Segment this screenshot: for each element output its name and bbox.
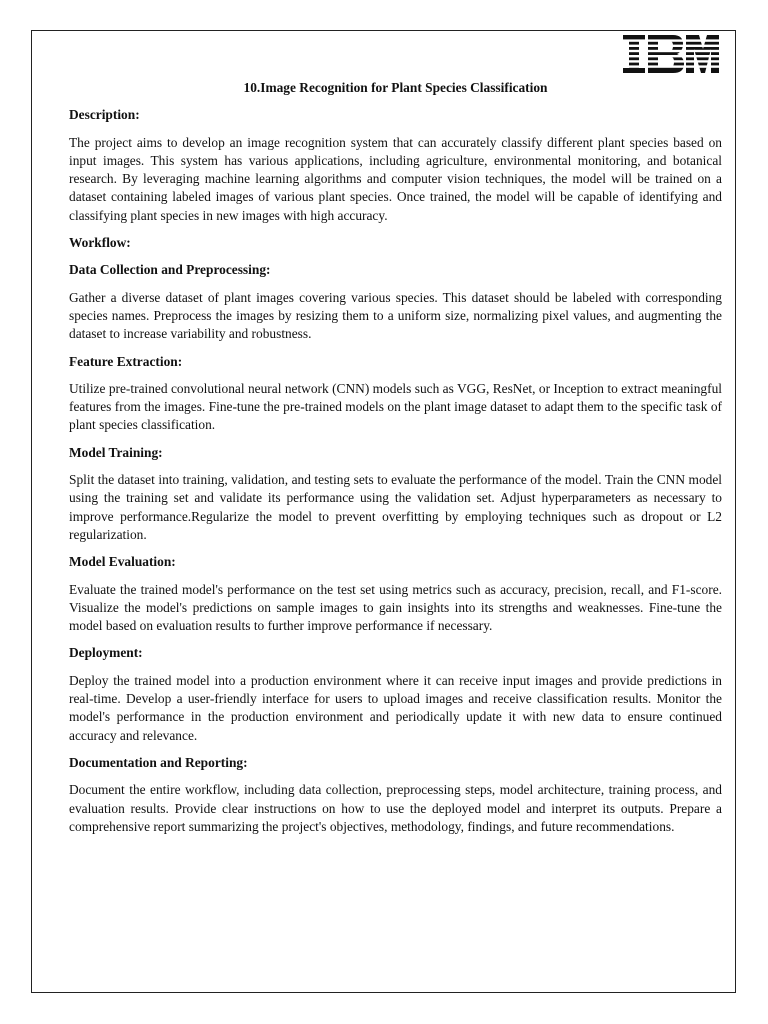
section-paragraph-model-training: Split the dataset into training, validation, and testing sets to evaluate the performance of the model. Train the CNN model using the training set and validate its performance using the validation set. Adjust hyperparameters as necessary to improve performance.Regularize the model to prevent overfitting by employing techniques such as dropout or L2 regularization. [69,472,722,542]
section-paragraph-model-evaluation: Evaluate the trained model's performance on the test set using metrics such as accuracy, precision, recall, and F1-score. Visualize the model's predictions on sample images to gain insights into its strengths and weaknesses. Fine-tune the model based on evaluation results to further improve performance if necessary. [69,581,722,634]
document-title: 10.Image Recognition for Plant Species Classification [243,80,548,95]
document-body [69,79,722,845]
ibm-logo [623,35,719,73]
section-paragraph-deployment: Deploy the trained model into a production environment where it can receive input images and provide predictions in real-time. Develop a user-friendly interface for users to upload images and receive classification results. Monitor the model's performance in the production environment and periodically update it with new data to ensure continued accuracy and relevance. [69,672,722,743]
section-heading-documentation: Documentation and Reporting: [69,754,248,770]
section-heading-deployment: Deployment: [69,645,143,661]
section-heading-data-collection: Data Collection and Preprocessing: [69,262,271,278]
workflow-heading: Workflow: [69,235,131,251]
description-paragraph: The project aims to develop an image recognition system that can accurately classify different plant species based on input images. This system has various applications, including agriculture, environmental monitoring, and botanical research. By leveraging machine learning algorithms and computer vision techniques, the model will be trained on a dataset containing labeled images of various plant species. Once trained, the model will be capable of identifying and classifying plant species in new images with high accuracy. [69,134,722,223]
section-heading-model-training: Model Training: [69,444,163,460]
section-paragraph-feature-extraction: Utilize pre-trained convolutional neural network (CNN) models such as VGG, ResNet, or Inception to extract meaningful features from the images. Fine-tune the pre-trained models on the plant image dataset to adapt them to the specific task of plant species classification. [69,380,722,433]
section-heading-feature-extraction: Feature Extraction: [69,353,183,369]
section-paragraph-data-collection: Gather a diverse dataset of plant images covering various species. This dataset should be labeled with corresponding species names. Preprocess the images by resizing them to a uniform size, normalizing pixel values, and augmenting the dataset to increase variability and robustness. [69,289,722,342]
description-heading: Description: [69,107,140,123]
section-paragraph-documentation: Document the entire workflow, including data collection, preprocessing steps, model architecture, training process, and evaluation results. Provide clear instructions on how to use the deployed model and interpret its outputs. Prepare a comprehensive report summarizing the project's objectives, methodology, findings, and future recommendations. [69,782,722,834]
section-heading-model-evaluation: Model Evaluation: [69,554,176,570]
